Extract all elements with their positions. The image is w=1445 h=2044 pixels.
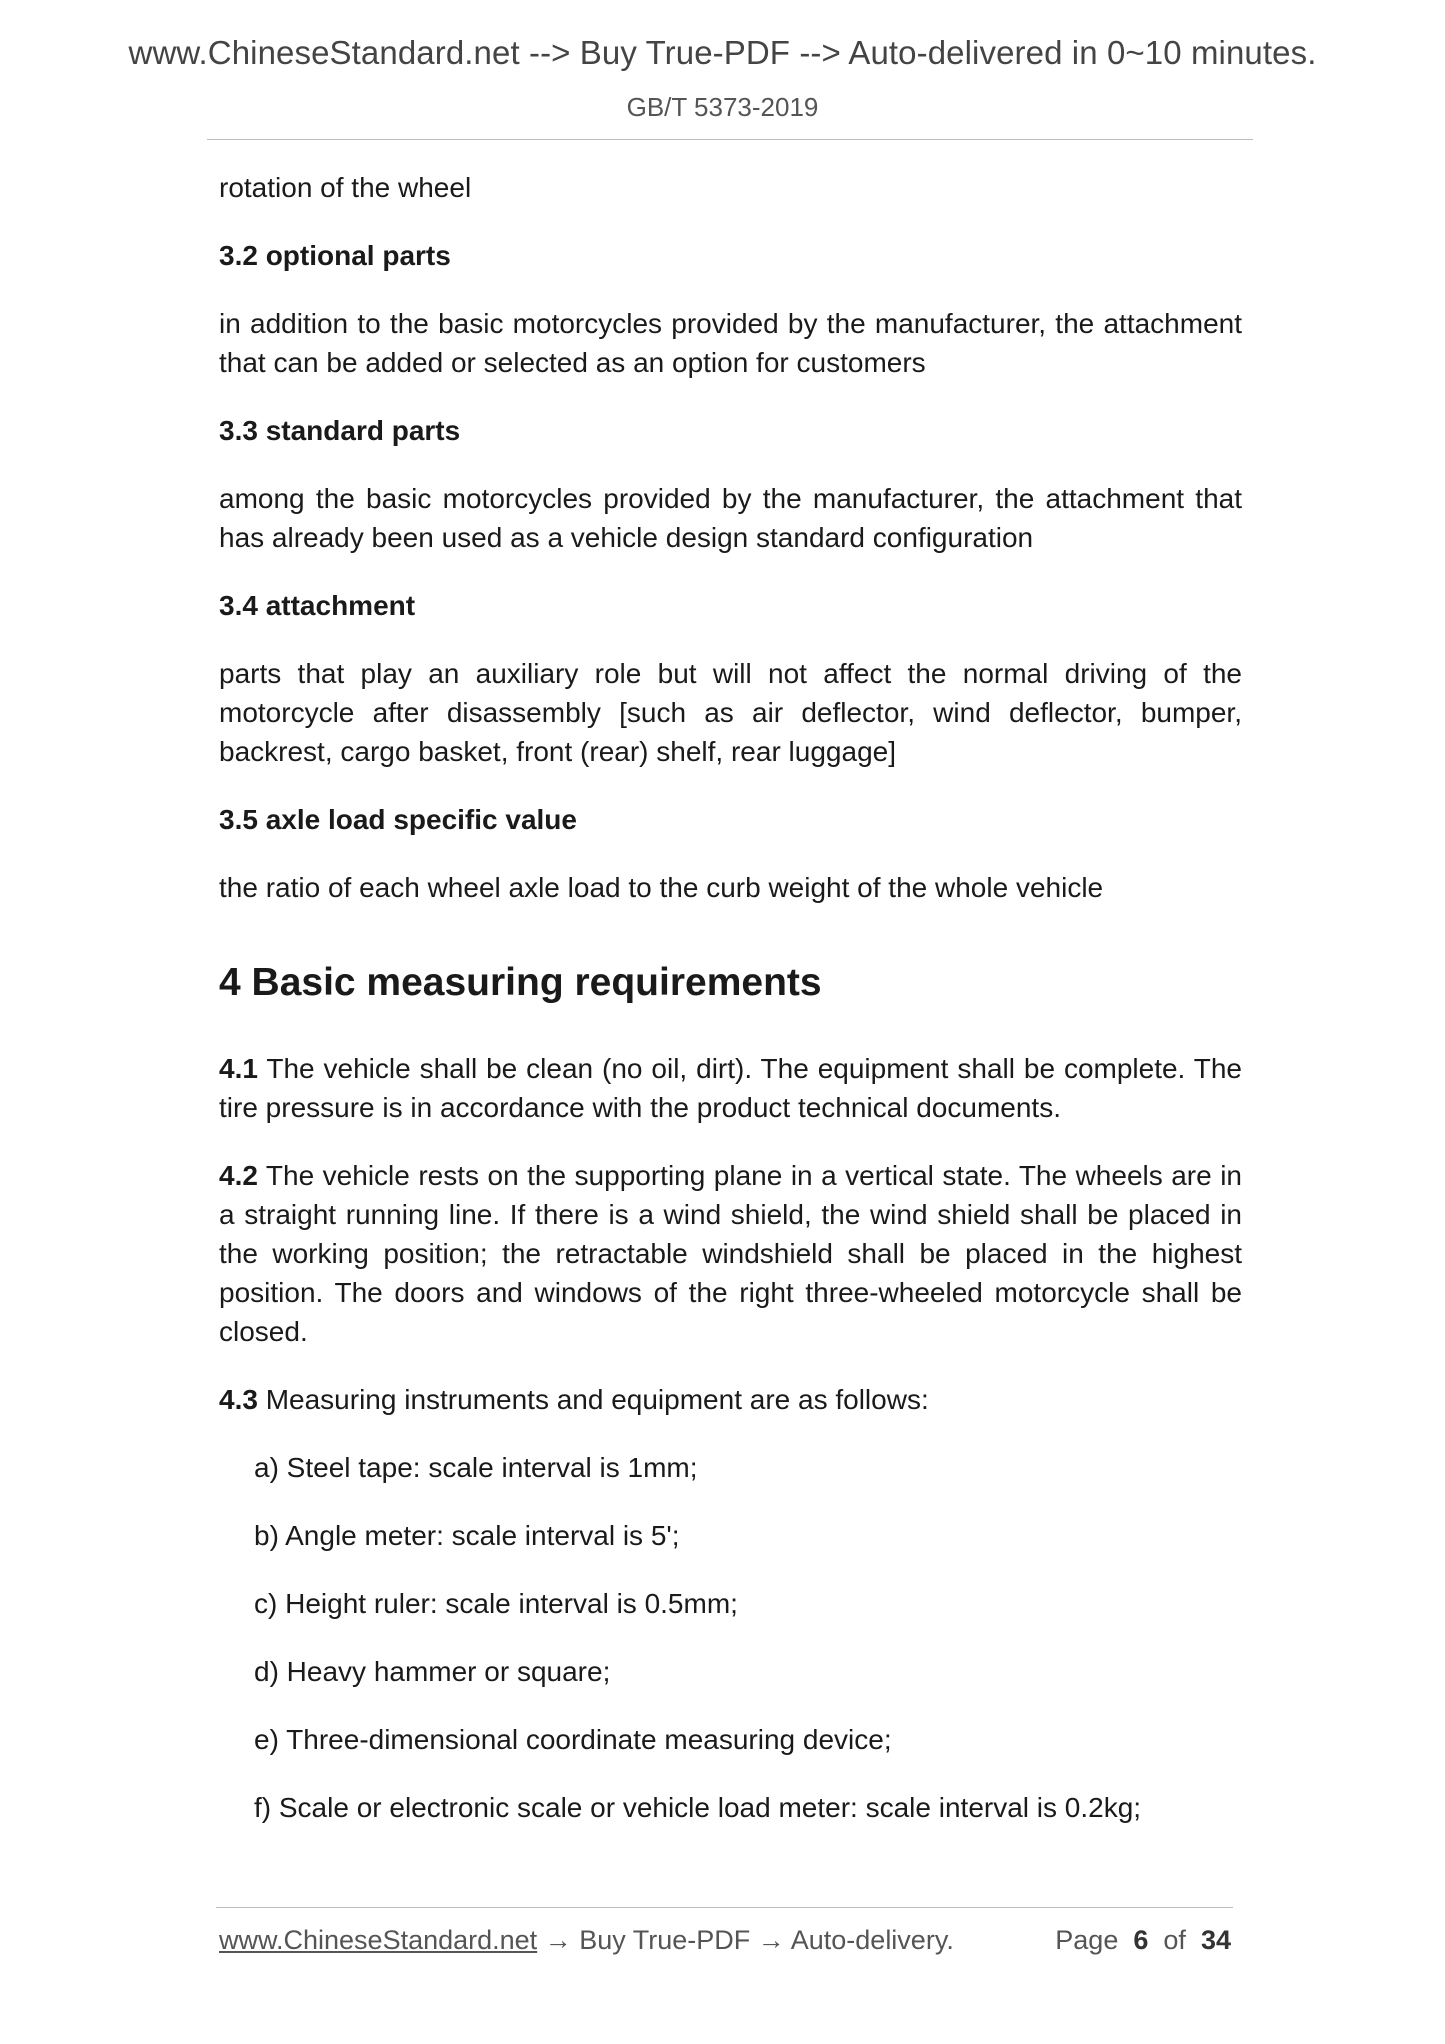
footer-divider (216, 1907, 1233, 1908)
page-of-word: of (1163, 1925, 1186, 1955)
section-3-4-text: parts that play an auxiliary role but will not affect the normal driving of the motorcycle after disassembly [such as air deflector, wind deflector, bumper, backrest, cargo basket, front (rear) shelf, rear luggage] (219, 658, 1242, 767)
current-page-number: 6 (1133, 1925, 1149, 1955)
total-page-number: 34 (1200, 1925, 1231, 1955)
footer-tagline: → Buy True-PDF → Auto-delivery. (537, 1925, 954, 1955)
page-word: Page (1055, 1925, 1119, 1955)
clause-4-3-text: Measuring instruments and equipment are as follows: (257, 1384, 929, 1415)
clause-4-2-number: 4.2 (219, 1160, 258, 1191)
section-3-3-heading: 3.3 standard parts (219, 415, 461, 446)
list-item: a) Steel tape: scale interval is 1mm; (254, 1452, 698, 1483)
clause-4-1-number: 4.1 (219, 1053, 258, 1084)
section-3-3-text: among the basic motorcycles provided by the manufacturer, the attachment that has already been used as a vehicle design standard configuration (219, 483, 1242, 553)
top-banner: www.ChineseStandard.net --> Buy True-PDF --> Auto-delivered in 0~10 minutes. (128, 34, 1317, 71)
clause-4-3-number: 4.3 (219, 1384, 258, 1415)
page-content (219, 168, 1242, 1856)
continuation-text: rotation of the wheel (219, 172, 472, 203)
section-3-5-heading: 3.5 axle load specific value (219, 804, 577, 835)
clause-4-2 (219, 1156, 1242, 1351)
document-code: GB/T 5373-2019 (626, 92, 819, 122)
instrument-list (219, 1448, 1242, 1827)
section-3-2-text: in addition to the basic motorcycles provided by the manufacturer, the attachment that can be added or selected as an option for customers (219, 308, 1242, 378)
page-indicator (1055, 1925, 1231, 1956)
list-item: f) Scale or electronic scale or vehicle load meter: scale interval is 0.2kg; (254, 1792, 1142, 1823)
list-item: b) Angle meter: scale interval is 5'; (254, 1520, 680, 1551)
clause-4-3 (219, 1380, 1242, 1419)
section-3-2-heading: 3.2 optional parts (219, 240, 451, 271)
section-3-4-heading: 3.4 attachment (219, 590, 416, 621)
section-3-5-text: the ratio of each wheel axle load to the curb weight of the whole vehicle (219, 872, 1104, 903)
header-divider (207, 139, 1253, 140)
list-item: e) Three-dimensional coordinate measuring device; (254, 1724, 892, 1755)
list-item: d) Heavy hammer or square; (254, 1656, 611, 1687)
list-item: c) Height ruler: scale interval is 0.5mm; (254, 1588, 738, 1619)
clause-4-1 (219, 1049, 1242, 1127)
clause-4-1-text: The vehicle shall be clean (no oil, dirt). The equipment shall be complete. The tire pressure is in accordance with the product technical documents. (219, 1053, 1242, 1123)
section-4-heading: 4 Basic measuring requirements (219, 961, 822, 1004)
footer-left (219, 1925, 954, 1956)
footer-site-link[interactable]: www.ChineseStandard.net (219, 1925, 538, 1955)
clause-4-2-text: The vehicle rests on the supporting plane in a vertical state. The wheels are in a straight running line. If there is a wind shield, the wind shield shall be placed in the working position; the retractable windshield shall be placed in the highest position. The doors and windows of the right three-wheeled motorcycle shall be closed. (219, 1160, 1242, 1347)
